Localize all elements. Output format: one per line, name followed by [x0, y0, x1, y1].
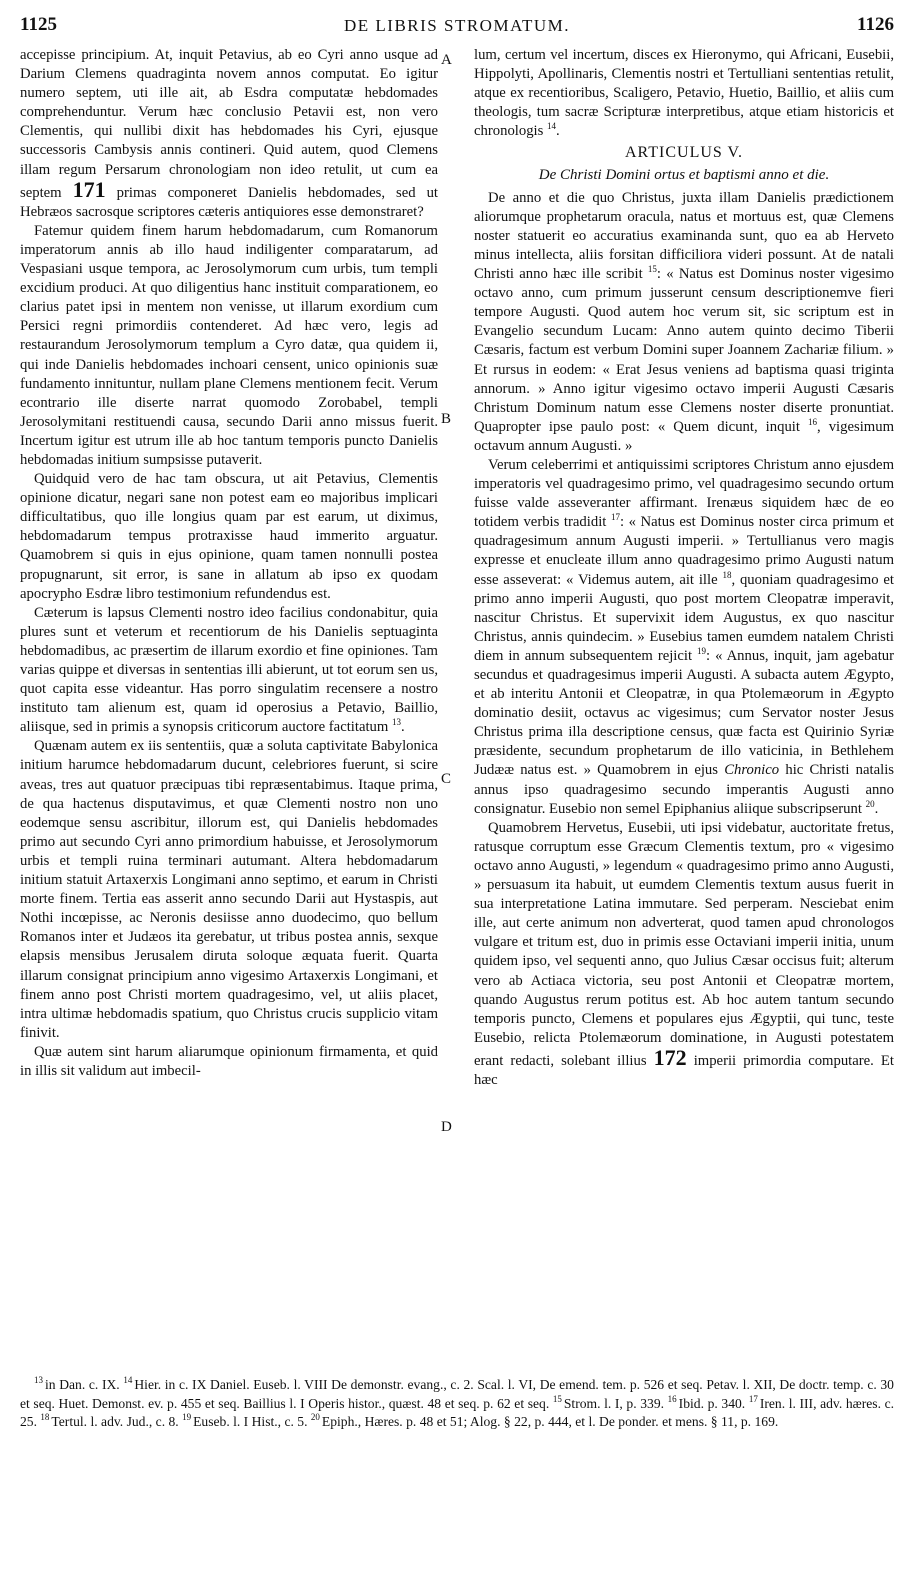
margin-letter-d: D — [441, 1119, 452, 1135]
paragraph: Fatemur quidem finem harum hebdomadarum, cum Romanorum imperatorum annis ab illo haud indiligenter comparatarum, ad Vespasiani usque tempora, ac Jerosolymorum cum urbis, tum templi excidium produci. At quo diligentius hanc instituit comparationem, eo clarius patet ipsi in mentem non venisse, ut illarum exordium cum Persici regni primordiis contenderet. Ad hæc vero, legis ad restaurandum Jerosolymorum templum a Cyro datæ, qua quidem ii, qui inde Danielis hebdomades inchoari censent, unico opinionis suæ fundamento innituntur, nullam plane Clemens mentionem fecit. Verum econtrario ille diserte narrat quomodo Zorobabel, templi Jerosolymitani restituendi causa, secundo Darii anno missus fuerit. Incertum igitur est utrum ille ab hoc tantum temporis puncto Danielis hebdomadas initium sumpsisse putaverit. — [20, 222, 438, 468]
footnote-number: 19 — [182, 1412, 192, 1423]
footnote-ref: 13 — [392, 717, 401, 728]
section-number: 171 — [72, 176, 106, 202]
page-number-left: 1125 — [20, 14, 57, 35]
paragraph: Quamobrem Hervetus, Eusebii, uti ipsi videbatur, auctoritate fretus, ratusque corruptum esse Græcum Clementis textum, pro « vigesimo octavo anno Augusti, » legendum « quadragesimo primo anno Augusti, » persuasum ita habuit, ut eumdem Clementis textum ausus fuerit in sua interpretatione Latina immutare. Sed perperam. Nesciebat enim ille, aut certe animum non adverterat, quod tamen apud chronologos vulgare et tritum est, duo in primis esse Octaviani imperii initia, unum quidem ipso, vel sequenti anno, quo Julius Cæsar occisus fuit; alterum vero ab Actiaca victoria, seu post Antonii et Cleopatræ mortem, quando Augustus rerum potitus est. Ab hoc autem tantum secundo temporis puncto, Clemens et populares ejus Ægyptii, qui tunc, teste Eusebio, relicta Ptolemæorum dominatione, in Augusti potestatem erant redacti, solebant illius 172 imperii primordia computare. Et hæc — [474, 819, 894, 1088]
footnote-ref: 14 — [547, 121, 557, 132]
paragraph: De anno et die quo Christus, juxta illam Danielis prædictionem aliorumque prophetarum oracula, natus et mortuus est, quæ Clemens noster statuerit eo accuratius examinanda sunt, quo ea ab Herveto minus intellecta, aliis forsitan difficiliora videri possunt. At de natali Christi anno hæc ille scribit $^{15}$: « Natus est Dominus noster vigesimo octavo anno, cum primum jusserunt censum descriptionemve fieri tempore Augusti. Quod autem hoc verum sit, sic scriptum est in Evangelio secundum Lucam: Anno autem quinto decimo Tiberii Cæsaris, factum est verbum Domini super Joannem Zachariæ filium. » Et rursus in eodem: « Erat Jesus veniens ad baptisma quasi triginta annorum. » Anno igitur vigesimo octavo imperii Augusti Cæsaris Christum Dominum natum esse Clemens noster diserte pronuntiat. Quapropter ipse paulo post: « Quem dicunt, inquit $^{16}$, vigesimum octavum annum Augusti. » — [474, 189, 894, 454]
section-number: 172 — [653, 1044, 687, 1070]
footnote-number: 13 — [34, 1375, 43, 1386]
footnote-number: 16 — [667, 1393, 677, 1404]
paragraph: Cæterum is lapsus Clementi nostro ideo facilius condonabitur, quia plures sunt et veterum et recentiorum de his Danielis septuaginta hebdomadibus, ac præsertim de illarum exordio et fine opiniones. Tam varias quippe et diversas in sententias illi abierunt, ut tot eorum sen us, quot capita esse videantur. Has porro singulatim recensere a nostro instituto tam alienum est, quam id operosius a Petavio, Baillio, aliisque, sed in primis a synopsis criticorum auctore factitatum $^{13}$. — [20, 604, 438, 736]
paragraph: Verum celeberrimi et antiquissimi scriptores Christum anno ejusdem imperatoris vel quadragesimo primo, vel quadragesimo secundo ortum fuisse valde asseveranter affirmant. Irenæus siquidem hæc de eo totidem verbis tradidit $^{17}$: « Natus est Dominus noster circa primum et quadragesimum annum Augusti imperii. » Tertullianus vero magis expresse et enucleate illum anno quadragesimo primo Augusti natum esse asseverat: « Videmus autem, ait ille $^{18}$, quoniam quadragesimo et primo anno imperii Augusti, quo post mortem Cleopatræ imperavit, nascitur Christus. Et supervixit idem Augustus, ex quo nascitur Christus, annis quindecim. » Eusebius tamen eumdem natalem Christi diem in annum subsequentem rejicit $^{19}$: « Annus, inquit, jam agebatur secundus et quadragesimus imperii Augusti. A subacta autem Ægypto, et ab interitu Antonii et Cleopatræ, in qua Ptolemæorum in Ægypto dominatio desiit, octavus ac vigesimus; cum Servator noster Jesus Christus prima illa descriptione census, quæ facta est Quirinio Syriæ præsidente, secundum prophetarum de illo vaticinia, in Bethlehem Judææ natus est. » Quamobrem in ejus Chronico hic Christi natalis annus ipso quadragesimo secundo imperantis Augusti anno consignatur. Eusebio non semel Epiphanius aliique subscripserunt $^{20}$. — [474, 456, 895, 817]
footnote-text: Ibid. p. 340. — [678, 1395, 746, 1411]
footnote-number: 20 — [310, 1412, 320, 1423]
footnote-number: 18 — [40, 1412, 50, 1423]
footnote-ref: 18 — [722, 569, 732, 580]
italic-title: Chronico — [724, 762, 780, 779]
footnote-block — [20, 1376, 894, 1432]
footnote-ref: 17 — [610, 512, 620, 523]
footnote-text: Euseb. l. I Hist., c. 5. — [193, 1414, 308, 1429]
footnote-number: 14 — [123, 1375, 133, 1386]
paragraph: lum, certum vel incertum, disces ex Hieronymo, qui Africani, Eusebii, Hippolyti, Apollinaris, Clementis nostri et Tertulliani sententias retulit, atque ex recentioribus, Scaligero, Petavio, Huetio, Baillio, et aliis cum theologis, tum sacræ Scripturæ interpretibus, atque etiam historicis et chronologis $^{14}$. — [474, 47, 894, 140]
paragraph: Quidquid vero de hac tam obscura, ut ait Petavius, Clementis opinione dicatur, negari sane non potest eam eo majoribus implicari difficultatibus, quo ille longius quam par est earum, ut diximus, hebdomadarum tempus protraxisse haud immerito arguatur. Quamobrem si quis in ejus opinione, quam tamen nonnulli postea propugnarunt, sit error, is sane in allatum ab ipso ex quodam apocrypho Esdræ libro testimonium refundendus est. — [20, 471, 438, 602]
left-column — [20, 46, 438, 1081]
footnote-ref: 16 — [808, 416, 817, 427]
footnote-text: Iren. l. III, adv. hæres. c. 25. — [20, 1395, 895, 1429]
footnote-ref: 19 — [697, 646, 707, 657]
article-heading: ARTICULUS V. — [624, 144, 744, 162]
footnote-number: 17 — [748, 1393, 758, 1404]
running-title: DE LIBRIS STROMATUM. — [344, 16, 570, 35]
paragraph: Quænam autem ex iis sententiis, quæ a soluta captivitate Babylonica initium harumce hebdomadarum ducunt, celebriores fuerunt, si scire aveas, tres aut quatuor præcipuas tibi repræsentabimus. Itaque prima, de qua hactenus disputavimus, et quæ Clementi nostro non uno eodemque sensu ascribitur, illorum est, qui Danielis hebdomades primo aut secundo Cyri anno primordium habuisse, et Jerosolymorum urbis et templi ruina terminari autumant. Altera hebdomadarum initium statuit Artaxerxis Longimani anno septimo, et earum in Christi morte finem. Tertia eas asserit anno secundo Darii aut Hystaspis, aut Nothi incœpisse, ac Neronis desiisse anno duodecimo, quo bellum Romanos inter et Judæos ita gerebatur, ut tribus postea annis, sexque elapsis mensibus Jerusalem diruta soloque æquata fuerit. Quarta illarum consignat principium anno vigesimo Artaxerxis Longimani, et finem anno post Christi mortem quadragesimo, vel, ut aliis placet, intra ultimæ hebdomadis spatium, quo Christus crucis supplicio vitam finivit. — [20, 738, 438, 1041]
footnote-text: in Dan. c. IX. — [45, 1377, 120, 1392]
margin-letter-a: A — [441, 52, 452, 68]
article-subtitle: De Christi Domini ortus et baptismi anno et die. — [538, 166, 830, 183]
page-header — [20, 14, 894, 44]
footnote-number: 15 — [552, 1393, 562, 1404]
footnote-text: Epiph., Hæres. p. 48 et 51; Alog. § 22, p. 444, et l. De ponder. et mens. § 11, p. 169. — [321, 1414, 779, 1429]
paragraph: accepisse principium. At, inquit Petavius, ab eo Cyri anno usque ad Darium Clemens quadraginta novem annos computat. Eo igitur numero septem, uti ille ait, ab Esdra computatæ hebdomades comprehenduntur. Verum hæc conclusio Petavii est, non vero Clementis, qui nullibi dixit has hebdomades his Cyri, ejusque successoris Cambysis annis contineri. Quid autem, quod Clemens illam regum Persarum chronologiam non ideo retulit, ut cum ea septem 171 primas componeret Danielis hebdomades, sed ut Hebræos sacrosque scriptores cæteris antiquiores esse demonstraret? — [20, 47, 439, 220]
footnote-ref: 20 — [865, 798, 875, 809]
paragraph: Quæ autem sint harum aliarumque opinionum firmamenta, et quid in illis sit validum aut imbecil- — [20, 1043, 438, 1079]
footnote-ref: 15 — [647, 264, 657, 275]
right-column — [474, 46, 894, 1090]
footnotes — [20, 1376, 894, 1432]
margin-letter-b: B — [441, 411, 452, 427]
footnote-text: Strom. l. I, p. 339. — [563, 1395, 665, 1411]
margin-letter-c: C — [441, 771, 452, 787]
footnote-text: Hier. in c. IX Daniel. Euseb. l. VIII De demonstr. evang., c. 2. Scal. l. VI, De emend. tem. p. 526 et seq. Petav. l. XII, De doctr. temp. c. 30 et seq. Huet. Demonst. ev. p. 455 et seq. Baillius l. I Operis histor., quæst. 48 et seq. p. 62 et seq. — [20, 1377, 894, 1411]
footnote-text: Tertul. l. adv. Jud., c. 8. — [51, 1414, 179, 1429]
page-number-right: 1126 — [857, 14, 894, 35]
